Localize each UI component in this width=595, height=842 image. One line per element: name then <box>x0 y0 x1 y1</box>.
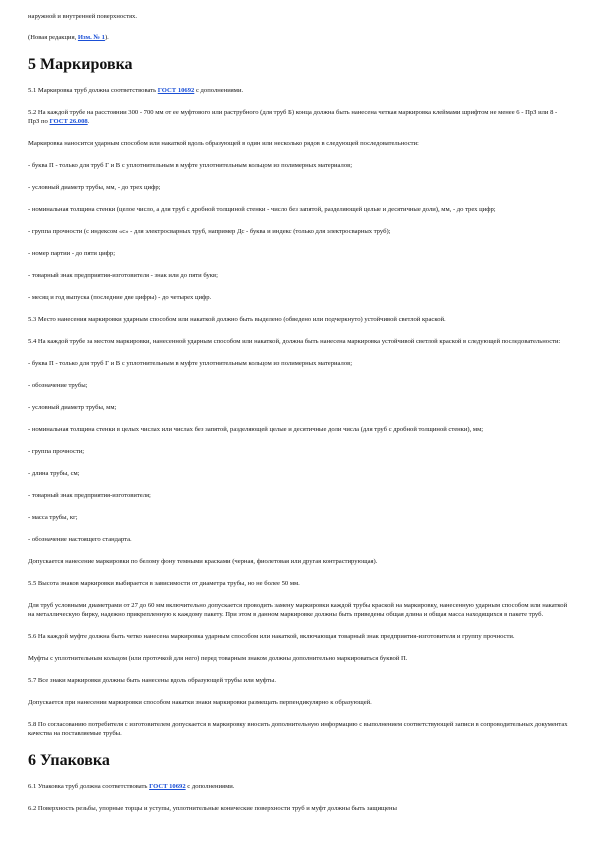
paragraph-intro-tail: наружной и внутренней поверхностях. <box>28 13 138 20</box>
paragraph-stamp-intro: Маркировка наносится ударным способом или накаткой вдоль образующей в один или несколько рядов в следующей последовательности: <box>28 140 419 147</box>
revision-note <box>28 33 568 42</box>
list-item: - группа прочности (с индексом «с» - для электросварных труб, например Дс - буква и индекс (только для электросварных труб); <box>28 228 391 235</box>
paragraph-perpendicular: Допускается при нанесении маркировки способом накатки знаки маркировки размещать перпендикулярно к образующей. <box>28 699 372 706</box>
list-item: - условный диаметр трубы, мм, - до трех цифр; <box>28 184 161 191</box>
list-item: - месяц и год выпуска (последние две цифры) - до четырех цифр. <box>28 294 212 301</box>
paragraph-5-1 <box>28 86 568 95</box>
revision-note-end: ). <box>104 34 109 41</box>
section-5-heading: 5 Маркировка <box>28 56 133 73</box>
list-item: - товарный знак предприятия-изготовителя; <box>28 492 151 499</box>
paragraph-white-background: Допускается нанесение маркировки по белому фону темными красками (черная, фиолетовая или другая контрастирующая). <box>28 558 378 565</box>
paragraph-5-3: 5.3 Место нанесения маркировки ударным способом или накаткой должно быть выделено (обведено или подчеркнуто) устойчивой светлой краской. <box>28 316 446 323</box>
list-item: - номинальная толщина стенки в целых числах или числах без запятой, разделяющей целые и десятичные доли числа (для труб с дробной толщиной стенки), мм; <box>28 426 484 433</box>
gost-10692-link[interactable]: ГОСТ 10692 <box>157 87 195 94</box>
list-item: - обозначение настоящего стандарта. <box>28 536 132 543</box>
list-item: - масса трубы, кг; <box>28 514 78 521</box>
document-body <box>28 12 568 826</box>
paragraph-6-2: 6.2 Поверхность резьбы, упорные торцы и уступы, уплотнительные конические поверхности труб и муфт должны быть защищены <box>28 805 397 812</box>
paragraph-5-2 <box>28 108 568 126</box>
paragraph-6-1 <box>28 782 568 791</box>
paragraph-5-7: 5.7 Все знаки маркировки должны быть нанесены вдоль образующей трубы или муфты. <box>28 677 276 684</box>
list-item: - номер партии - до пяти цифр; <box>28 250 116 257</box>
paragraph-5-1-text: 5.1 Маркировка труб должна соответствовать <box>28 87 157 94</box>
paragraph-5-5: 5.5 Высота знаков маркировки выбирается в зависимости от диаметра трубы, но не более 50 мм. <box>28 580 300 587</box>
gost-26-008-link[interactable]: ГОСТ 26.008 <box>49 118 88 125</box>
paragraph-6-1-end: с дополнениями. <box>187 783 235 790</box>
list-item: - товарный знак предприятия-изготовителя - знак или до пяти букв; <box>28 272 218 279</box>
paragraph-6-1-text: 6.1 Упаковка труб должна соответствовать <box>28 783 148 790</box>
paragraph-5-4: 5.4 На каждой трубе за местом маркировки, нанесенной ударным способом или накаткой, должна быть нанесена маркировка устойчивой светлой краской в следующей последовательности: <box>28 338 561 345</box>
section-6-heading: 6 Упаковка <box>28 752 110 769</box>
amendment-link[interactable]: Изм. № 1 <box>77 34 105 41</box>
paragraph-5-2-end: . <box>87 118 90 125</box>
list-item: - группа прочности; <box>28 448 85 455</box>
paragraph-5-1-end: с дополнениями. <box>195 87 244 94</box>
list-item: - условный диаметр трубы, мм; <box>28 404 117 411</box>
list-item: - буква П - только для труб Г и В с уплотнительным в муфте уплотнительным кольцом из полимерных материалов; <box>28 162 353 169</box>
revision-note-text: (Новая редакция, <box>28 34 77 41</box>
list-item: - обозначение трубы; <box>28 382 88 389</box>
paragraph-5-2-text: 5.2 На каждой трубе на расстоянии 300 - 700 мм от ее муфтового или раструбного (для труб Б) конца должна быть нанесена четкая маркировка клеймами шрифтом не менее 6 - ПрЗ или 8 - ПрЗ по <box>28 109 558 125</box>
paragraph-5-6: 5.6 На каждой муфте должна быть четко нанесена маркировка ударным способом или накаткой, включающая товарный знак предприятия-изготовителя и группу прочности. <box>28 633 515 640</box>
list-item: - номинальная толщина стенки (целое число, а для труб с дробной толщиной стенки - число без запятой, разделяющей целые и десятичные доли), мм, - до трех цифр; <box>28 206 496 213</box>
gost-10692-link[interactable]: ГОСТ 10692 <box>149 783 186 790</box>
paragraph-small-pipes: Для труб условными диаметрами от 27 до 60 мм включительно допускается проводить замену маркировки каждой трубы краской на маркировку, нанесенную ударным способом или накаткой на металлическую бирку, надежно прикрепленную к каждому пакету. При этом в данном маркировке должны быть приведены общая длина и общая масса находящихся в пакете труб. <box>28 602 568 618</box>
list-item: - длина трубы, см; <box>28 470 80 477</box>
list-item: - буква П - только для труб Г и В с уплотнительным в муфте уплотнительным кольцом из полимерных материалов; <box>28 360 353 367</box>
paragraph-couplings: Муфты с уплотнительным кольцом (или проточкой для него) перед товарным знаком должны дополнительно маркироваться буквой П. <box>28 655 408 662</box>
paragraph-5-8: 5.8 По согласованию потребителя с изготовителем допускается в маркировку вносить дополнительную информацию с выполнением соответствующей записи в сопроводительных документах качества на поставляемые трубы. <box>28 721 568 737</box>
